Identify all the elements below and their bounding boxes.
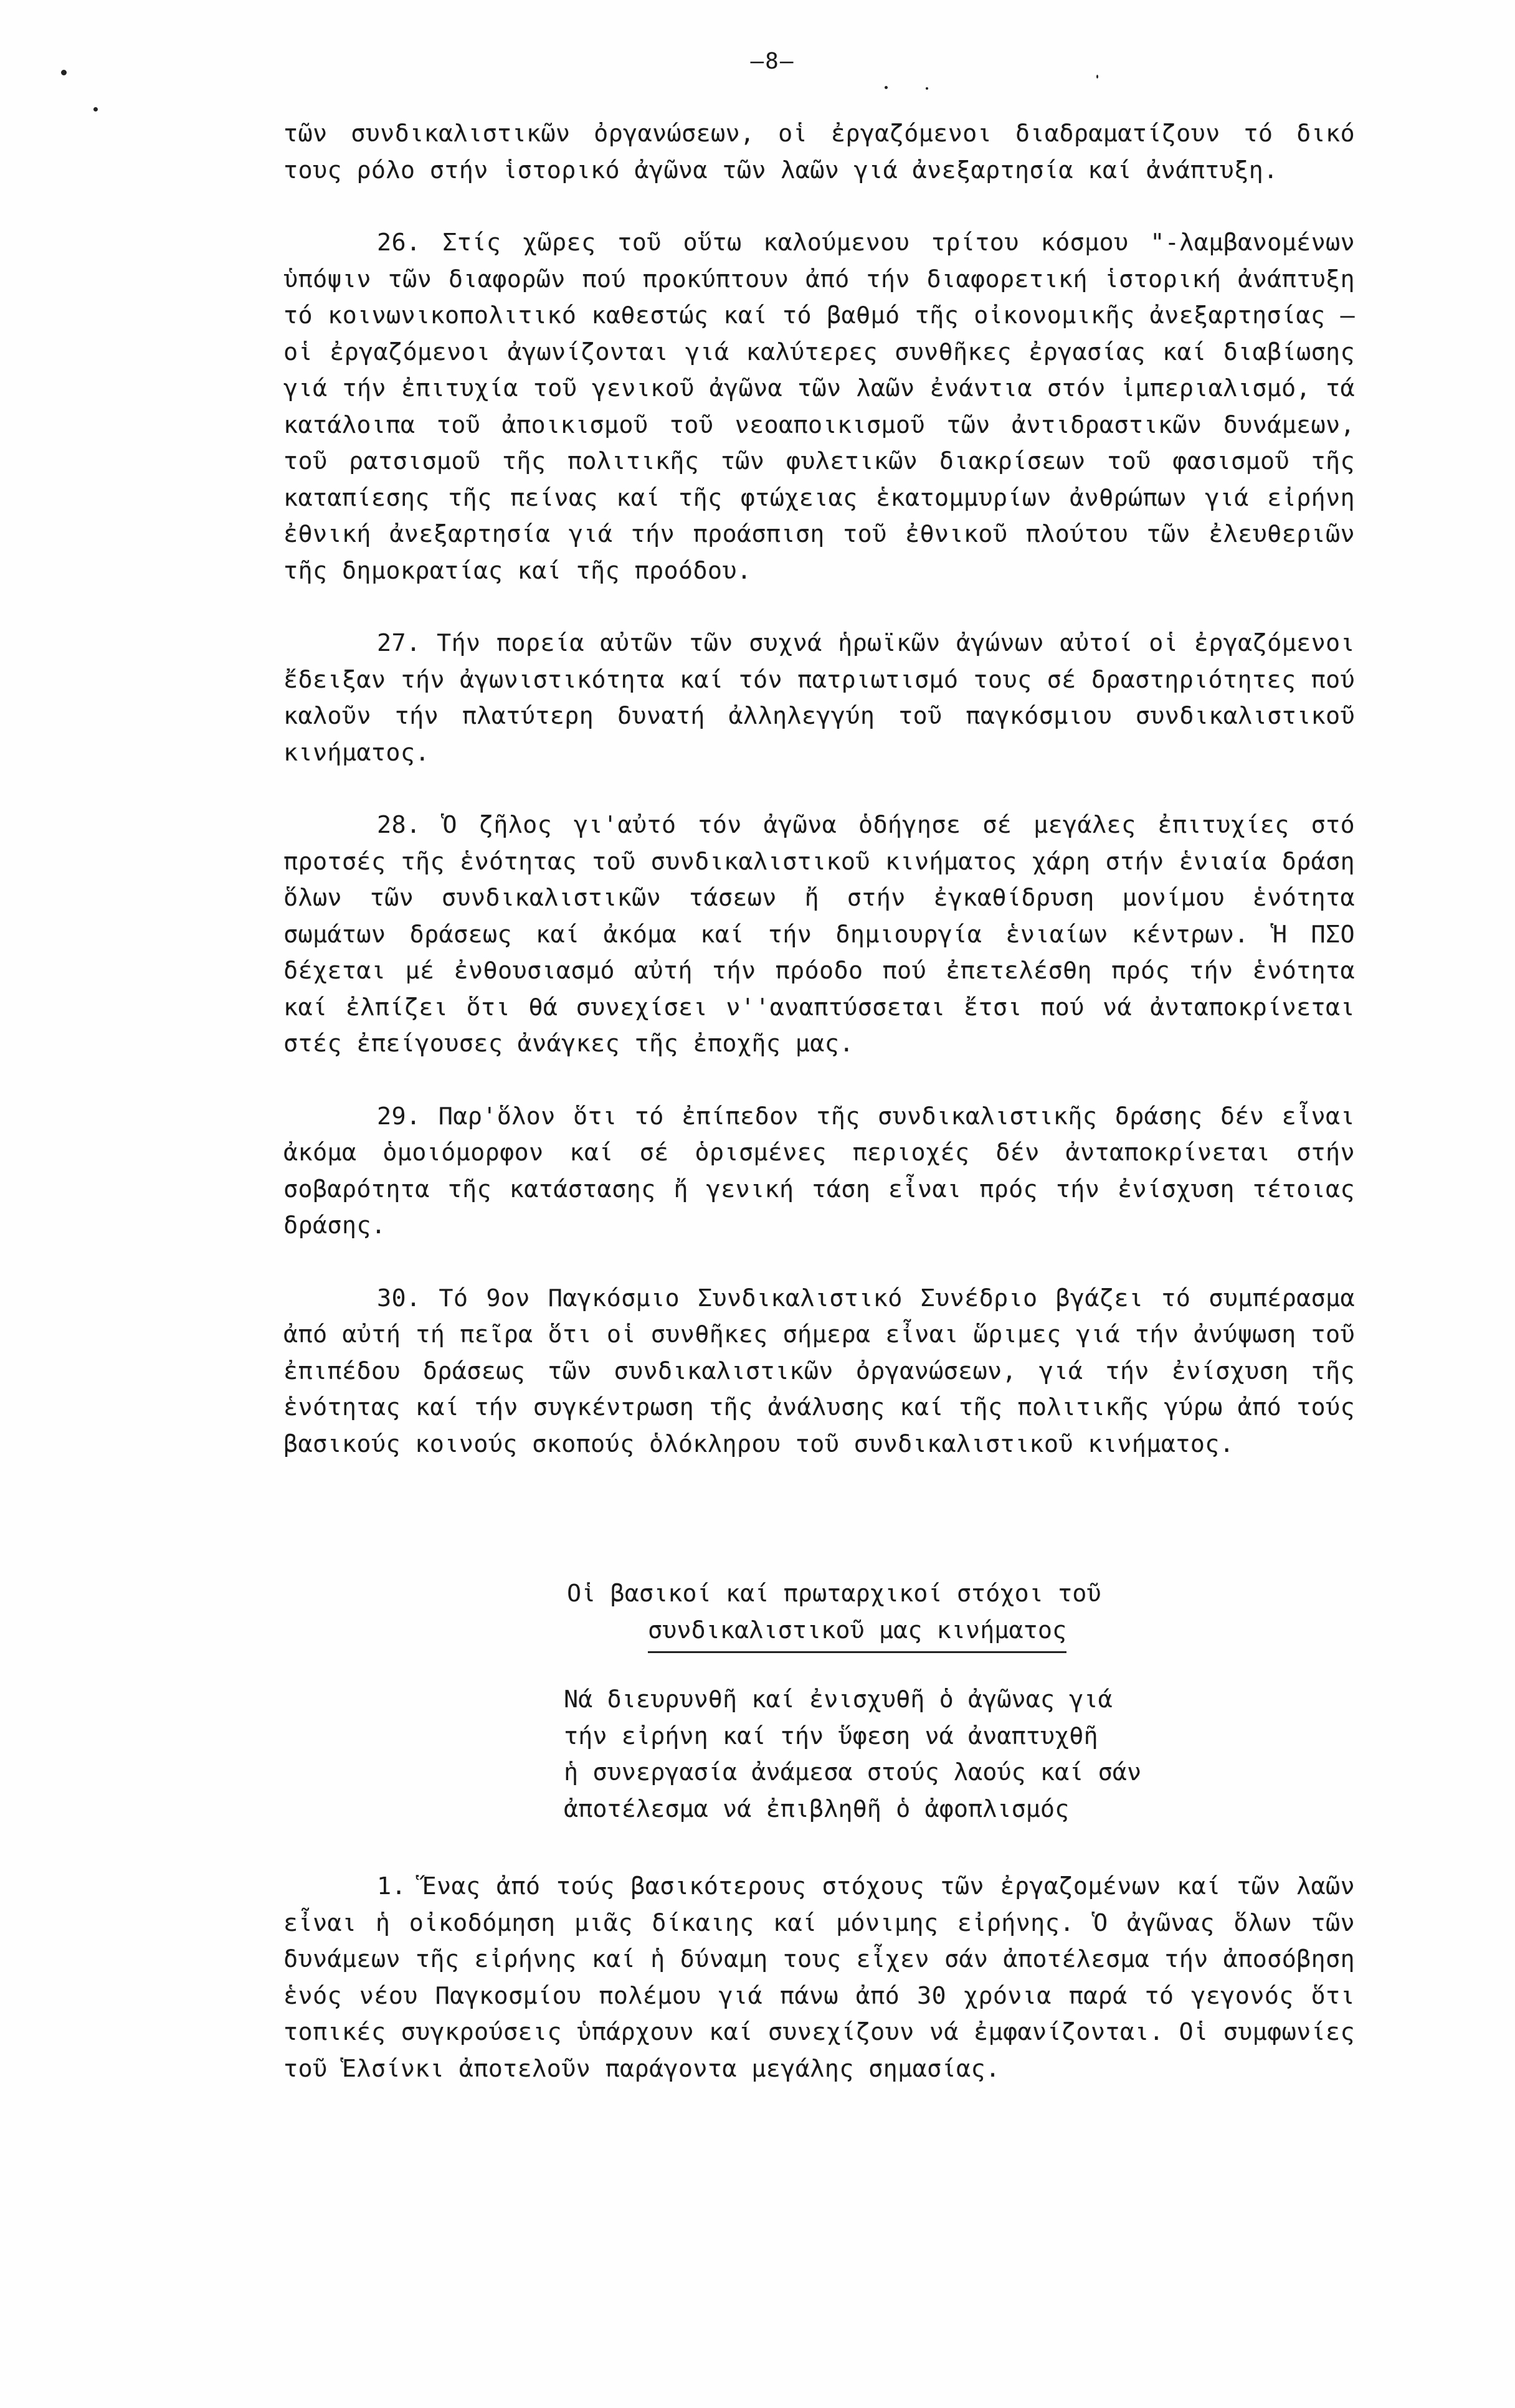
motto-line: ἀποτέλεσμα νά ἐπιβληθῆ ὁ ἀφοπλισμός <box>564 1794 1070 1823</box>
page-number: –8– <box>750 49 795 74</box>
paragraph-text: Ὁ ζῆλος γι'αὐτό τόν ἀγῶνα ὁδήγησε σέ μεγάλες ἐπιτυχίες στό προτσές τῆς ἑνότητας τοῦ συνδικαλιστικοῦ κινήματος χάρη στήν ἑνιαία δράση ὅλων τῶν συνδικαλιστικῶν τάσεων ἤ στήν ἐγκαθίδρυση μονίμου ἑνότητα σωμάτων δράσεως καί ἀκόμα καί τήν δημιουργία ἑνιαίων κέντρων. Ἡ ΠΣΟ δέχεται μέ ἐνθουσιασμό αὐτή τήν πρόοδο πού ἐπετελέσθη πρός τήν ἑνότητα καί ἐλπίζει ὅτι θά συνεχίσει ν''αναπτύσσεται ἔτσι πού νά ἀνταποκρίνεται στές ἐπείγουσες ἀνάγκες τῆς ἐποχῆς μας. <box>283 811 1356 1058</box>
paragraph-1 <box>283 1869 1355 2087</box>
paragraph-27 <box>283 625 1355 771</box>
section-heading <box>561 1576 1184 1653</box>
paragraph-28 <box>283 807 1355 1063</box>
motto-line: ἡ συνεργασία ἀνάμεσα στούς λαούς καί σάν <box>564 1758 1142 1786</box>
paragraph-number: 29. <box>377 1102 421 1131</box>
scan-speck <box>61 70 67 75</box>
paragraph-29 <box>283 1099 1355 1244</box>
paragraph-continued <box>283 116 1355 189</box>
section-heading-underlined-line: συνδικαλιστικοῦ μας κινήματος <box>648 1613 1066 1654</box>
paragraph-number: 1. <box>377 1872 406 1900</box>
paragraph-number: 28. <box>377 811 421 839</box>
paragraph-30 <box>283 1281 1355 1463</box>
scan-speck <box>93 107 98 111</box>
paragraph-text: Παρ'ὅλον ὅτι τό ἐπίπεδον τῆς συνδικαλιστικῆς δράσης δέν εἶναι ἀκόμα ὁμοιόμορφον καί σέ ὁρισμένες περιοχές δέν ἀνταποκρίνεται στήν σοβαρότητα τῆς κατάστασης ἤ γενική τάση εἶναι πρός τήν ἐνίσχυση τέτοιας δράσης. <box>283 1102 1355 1240</box>
paragraph-text: Ἕνας ἀπό τούς βασικότερους στόχους τῶν ἐργαζομένων καί τῶν λαῶν εἶναι ἡ οἰκοδόμηση μιᾶς δίκαιης καί μόνιμης εἰρήνης. Ὁ ἀγῶνας ὅλων τῶν δυνάμεων τῆς εἰρήνης καί ἡ δύναμη τους εἶχεν σάν ἀποτέλεσμα τήν ἀποσόβηση ἑνός νέου Παγκοσμίου πολέμου γιά πάνω ἀπό 30 χρόνια παρά τό γεγονός ὅτι τοπικές συγκρούσεις ὑπάρχουν καί συνεχίζουν νά ἐμφανίζονται. Οἱ συμφωνίες τοῦ Ἑλσίνκι ἀποτελοῦν παράγοντα μεγάλης σημασίας. <box>283 1872 1355 2083</box>
paragraph-text: Τό 9ον Παγκόσμιο Συνδικαλιστικό Συνέδριο βγάζει τό συμπέρασμα ἀπό αὐτή τή πεῖρα ὅτι οἱ συνθῆκες σήμερα εἶναι ὥριμες γιά τήν ἀνύψωση τοῦ ἐπιπέδου δράσεως τῶν συνδικαλιστικῶν ὀργανώσεων, γιά τήν ἐνίσχυση τῆς ἑνότητας καί τήν συγκέντρωση τῆς ἀνάλυσης καί τῆς πολιτικῆς γύρω ἀπό τούς βασικούς κοινούς σκοπούς ὁλόκληρου τοῦ συνδικαλιστικοῦ κινήματος. <box>283 1284 1355 1458</box>
paragraph-number: 27. <box>377 629 421 657</box>
paragraph-26 <box>283 225 1355 589</box>
section-motto <box>564 1682 1174 1827</box>
paragraph-number: 30. <box>377 1284 421 1312</box>
section-heading-line: Οἱ βασικοί καί πρωταρχικοί στόχοι τοῦ <box>567 1580 1101 1608</box>
scan-speck <box>1096 75 1098 78</box>
paragraph-text: τῶν συνδικαλιστικῶν ὀργανώσεων, οἱ ἐργαζόμενοι διαδραματίζουν τό δικό τους ρόλο στήν ἱστορικό ἀγῶνα τῶν λαῶν γιά ἀνεξαρτησία καί ἀνάπτυξη. <box>283 120 1355 184</box>
scan-speck <box>926 87 928 90</box>
paragraph-text: Τήν πορεία αὐτῶν τῶν συχνά ἡρωϊκῶν ἀγώνων αὐτοί οἱ ἐργαζόμενοι ἔδειξαν τήν ἀγωνιστικότητα καί τόν πατριωτισμό τους σέ δραστηριότητες πού καλοῦν τήν πλατύτερη δυνατή ἀλληλεγγύη τοῦ παγκόσμιου συνδικαλιστικοῦ κινήματος. <box>283 629 1356 767</box>
scan-speck <box>885 86 888 89</box>
final-text <box>283 1869 1355 2123</box>
paragraph-number: 26. <box>377 229 421 257</box>
motto-line: Νά διευρυνθῆ καί ἐνισχυθῆ ὁ ἀγῶνας γιά <box>564 1685 1113 1714</box>
motto-line: τήν εἰρήνη καί τήν ὕφεση νά ἀναπτυχθῆ <box>564 1722 1098 1750</box>
body-text <box>283 116 1355 1499</box>
paragraph-text: Στίς χῶρες τοῦ οὕτω καλούμενου τρίτου κόσμου "-λαμβανομένων ὑπόψιν τῶν διαφορῶν πού προκύπτουν ἀπό τήν διαφορετική ἱστορική ἀνάπτυξη τό κοινωνικοπολιτικό καθεστώς καί τό βαθμό τῆς οἰκονομικῆς ἀνεξαρτησίας – οἱ ἐργαζόμενοι ἀγωνίζονται γιά καλύτερες συνθῆκες ἐργασίας καί διαβίωσης γιά τήν ἐπιτυχία τοῦ γενικοῦ ἀγῶνα τῶν λαῶν ἐνάντια στόν ἰμπεριαλισμό, τά κατάλοιπα τοῦ ἀποικισμοῦ τοῦ νεοαποικισμοῦ τῶν ἀντιδραστικῶν δυνάμεων, τοῦ ρατσισμοῦ τῆς πολιτικῆς τῶν φυλετικῶν διακρίσεων τοῦ φασισμοῦ τῆς καταπίεσης τῆς πείνας καί τῆς φτώχειας ἑκατομμυρίων ἀνθρώπων γιά εἰρήνη ἐθνική ἀνεξαρτησία γιά τήν προάσπιση τοῦ ἐθνικοῦ πλούτου τῶν ἐλευθεριῶν τῆς δημοκρατίας καί τῆς προόδου. <box>283 229 1355 585</box>
